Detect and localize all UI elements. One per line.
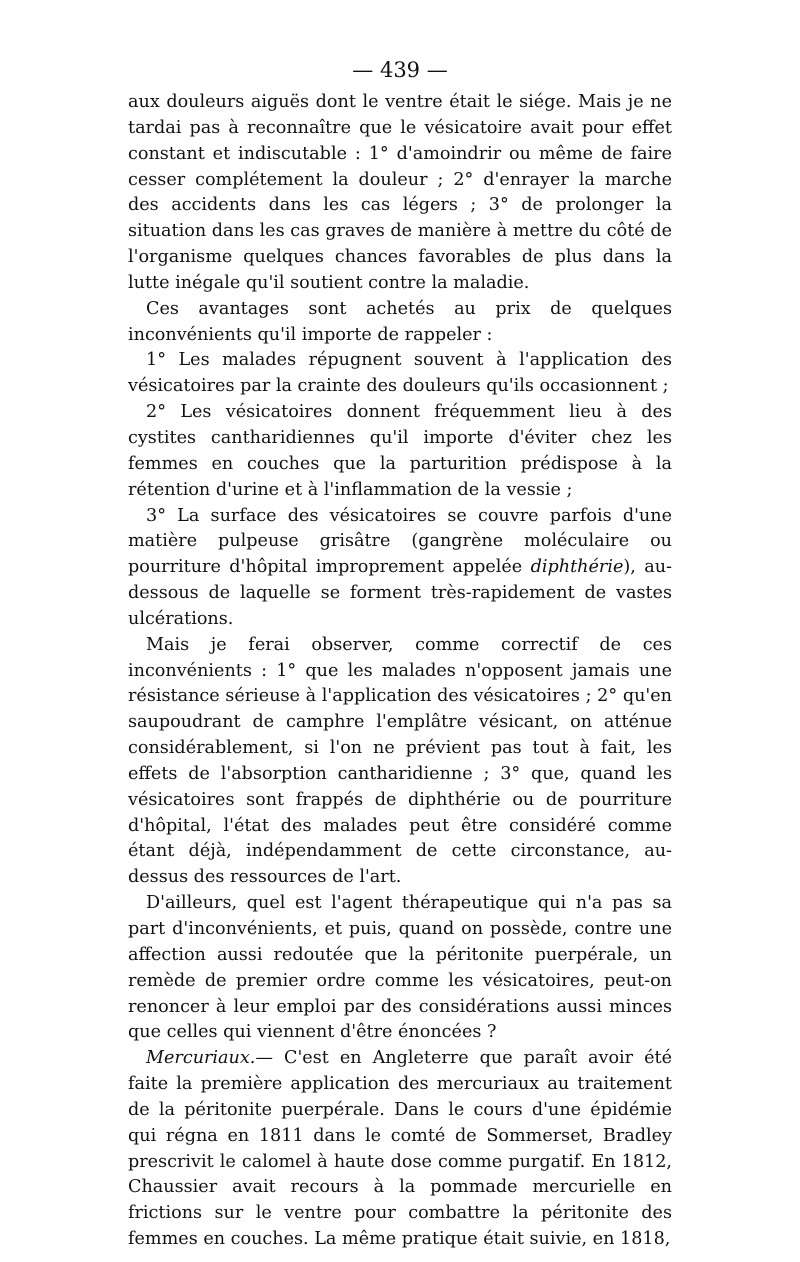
heading-mercuriaux: Mercuriaux.: [146, 1048, 256, 1069]
paragraph-inconvenient-3-before: 3° La surface des vésicatoires se couvre parfois d'une matière pulpeuse grisâtre (gangrène moléculaire ou pourriture d'hôpital improprement appelée: [128, 505, 672, 578]
paragraph-dailleurs: D'ailleurs, quel est l'agent thérapeutique qui n'a pas sa part d'inconvénients, et puis, quand on possède, contre une affection aussi redoutée que la péritonite puerpérale, un remède de premier ordre comme les vésicatoires, peut-on renoncer à leur emploi par des considérations aussi minces que celles qui viennent d'être énoncées ?: [128, 893, 672, 1043]
paragraph-mercuriaux-text: — C'est en Angleterre que paraît avoir été faite la première application des mercuriaux au traitement de la péritonite puerpérale. Dans le cours d'une épidémie qui régna en 1811 dans le comté de Sommerset, Bradley prescrivit le calomel à haute dose comme purgatif. En 1812, Chaussier avait recours à la pommade mercurielle en frictions sur le ventre pour combattre la péritonite des femmes en couches. La même pratique était suivie, en 1818,: [128, 1048, 672, 1250]
paragraph-continuation: aux douleurs aiguës dont le ventre était le siége. Mais je ne tardai pas à reconnaître que le vésicatoire avait pour effet constant et indiscutable : 1° d'amoindrir ou même de faire cesser complétement la douleur ; 2° d'enrayer la marche des accidents dans les cas légers ; 3° de prolonger la situation dans les cas graves de manière à mettre du côté de l'organisme quelques chances favorables de plus dans la lutte inégale qu'il soutient contre la maladie.: [128, 92, 672, 293]
paragraph-inconvenient-3: [128, 504, 672, 633]
paragraph-inconvenient-2: 2° Les vésicatoires donnent fréquemment lieu à des cystites cantharidiennes qu'il importe d'éviter chez les femmes en couches que la parturition prédispose à la rétention d'urine et à l'inflammation de la vessie ;: [128, 402, 672, 500]
paragraph-correctives: Mais je ferai observer, comme correctif de ces inconvénients : 1° que les malades n'opposent jamais une résistance sérieuse à l'application des vésicatoires ; 2° qu'en saupoudrant de camphre l'emplâtre vésicant, on atténue considérablement, si l'on ne prévient pas tout à fait, les effets de l'absorption cantharidienne ; 3° que, quand les vésicatoires sont frappés de diphthérie ou de pourriture d'hôpital, l'état des malades peut être considéré comme étant déjà, indépendamment de cette circonstance, au-dessus des ressources de l'art.: [128, 634, 672, 888]
paragraph-inconvenient-3-after: ), au-dessous de laquelle se forment très-rapidement de vastes ulcérations.: [128, 557, 672, 629]
paragraph-mercuriaux: [128, 1046, 672, 1253]
body-text: [128, 90, 672, 1253]
paragraph-inconvenient-1: 1° Les malades répugnent souvent à l'application des vésicatoires par la crainte des douleurs qu'ils occasionnent ;: [128, 350, 672, 397]
term-diphtherie: diphthérie: [530, 557, 624, 578]
paragraph-advantages: Ces avantages sont achetés au prix de quelques inconvénients qu'il importe de rappeler :: [128, 298, 672, 345]
page-number: — 439 —: [352, 58, 448, 82]
